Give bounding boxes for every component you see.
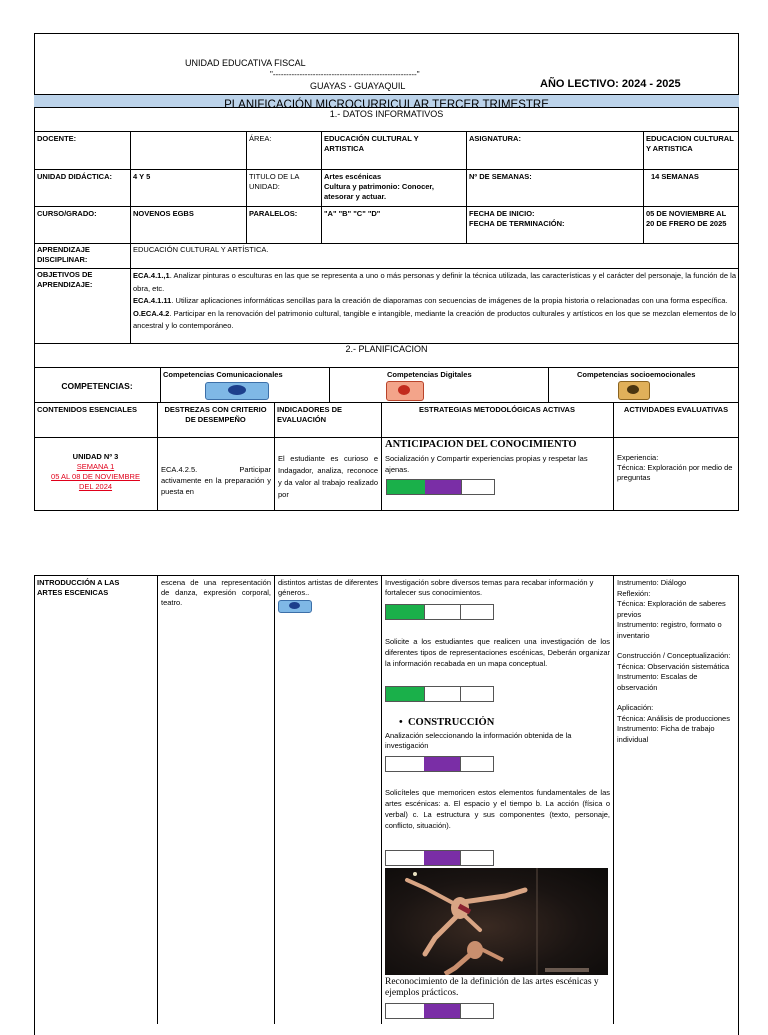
aprendizaje-label: APRENDIZAJE DISCIPLINAR:: [37, 245, 90, 264]
fechas-labels: [466, 208, 643, 230]
actividad-item: Reflexión:: [617, 588, 651, 598]
paralelos-label: PARALELOS:: [249, 209, 298, 218]
progress-bar: [385, 756, 494, 772]
rule: [34, 367, 739, 368]
school-year: AÑO LECTIVO: 2024 - 2025: [540, 78, 681, 90]
fechas-value: 05 DE NOVIEMBRE AL 20 DE FRERO DE 2025: [646, 209, 727, 228]
estrategia-reconocimiento: Reconocimiento de la definición de las artes escénicas y ejemplos prácticos.: [385, 977, 599, 998]
plan-title: PLANIFICACIÓN MICROCURRICULAR TERCER TRIMESTRE: [224, 99, 549, 111]
section-planificacion: 2.- PLANIFICACION: [345, 344, 428, 354]
plan-title-band: [34, 94, 739, 111]
curso-value: NOVENOS EGBS: [133, 209, 194, 218]
objetivo-2: [133, 295, 736, 308]
estrategia-investigacion: Investigación sobre diversos temas para recabar información y fortalecer sus conocimientos.: [385, 578, 594, 597]
paralelos-value: "A" "B" "C" "D": [324, 209, 381, 218]
school-dashline: "------------------------------------------------------": [270, 70, 420, 79]
actividad-item: Construcción / Conceptualización: Técnica: Observación sistemática: [617, 651, 731, 671]
header-estrategias: ESTRATEGIAS METODOLÓGICAS ACTIVAS: [419, 405, 575, 414]
city: GUAYAS - GUAYAQUIL: [310, 81, 406, 91]
semanas-value: 14 SEMANAS: [651, 172, 699, 181]
objetivo-2-text: . Utilizar aplicaciones informáticas sencillas para la creación de diaporamas con secuencias de imágenes de la propia historia o relacionadas con una forma específica.: [171, 296, 728, 305]
actividad-item: Instrumento: registro, formato o inventario: [617, 620, 722, 640]
actividad-item: Técnica: Análisis de producciones Instrumento: Ficha de trabajo individual: [617, 713, 730, 744]
fecha-line1: 05 AL 08 DE NOVIEMBRE: [51, 472, 140, 481]
objetivos-label: OBJETIVOS DE APRENDIZAJE:: [37, 270, 93, 289]
progress-bar: [385, 604, 494, 620]
area-value: EDUCACIÓN CULTURAL Y ARTISTICA: [324, 134, 419, 153]
objetivo-3: [133, 308, 736, 333]
construccion-label: CONSTRUCCIÓN: [407, 717, 495, 728]
comunicacional-logo-icon: [205, 382, 269, 400]
rule: [548, 367, 549, 402]
construccion-title: [396, 716, 596, 730]
semanas-label: Nº DE SEMANAS:: [469, 172, 532, 181]
progress-bar: [385, 1003, 494, 1019]
bullet-icon: •: [399, 717, 408, 728]
semana-label: SEMANA 1: [76, 462, 115, 471]
progress-bar: [386, 479, 495, 495]
actividad-item: [617, 641, 736, 651]
unidad-num: UNIDAD Nº 3: [72, 452, 119, 461]
estrategia-1: Socialización y Compartir experiencias propias y respetar las ajenas.: [385, 454, 588, 474]
rule: [34, 206, 739, 207]
comunicacional-logo-icon: [278, 600, 312, 613]
dancer-photo: [385, 868, 608, 975]
estrategia-analizacion: Analización seleccionando la información obtenida de la investigación: [385, 731, 572, 750]
objetivo-1-text: . Analizar pinturas o esculturas en las que se representa a uno o más personas y definir la técnica utilizada, las características y el carácter del personaje, la función de la obra, etc.: [133, 271, 736, 293]
objetivo-1: [133, 270, 736, 295]
header-actividades: ACTIVIDADES EVALUATIVAS: [623, 405, 729, 414]
rule: [34, 131, 739, 132]
actividad-item: Técnica: Exploración de saberes previos: [617, 599, 726, 619]
objetivos-value: [130, 269, 739, 334]
comp-socioemocionales: Competencias socioemocionales: [577, 370, 696, 379]
indicador-cont: distintos artistas de diferentes géneros..: [278, 578, 378, 597]
anticipacion-title: ANTICIPACION DEL CONOCIMIENTO: [385, 439, 577, 450]
socioemocional-logo-icon: [618, 381, 650, 400]
contenido-title: INTRODUCCIÓN A LAS ARTES ESCENICAS: [37, 578, 120, 597]
destreza-text: ECA.4.2.5. Participar activamente en la preparación y puesta en: [161, 465, 271, 496]
titulo-value-2: Cultura y patrimonio: Conocer, atesorar y actuar.: [324, 182, 435, 201]
comp-comunicacionales: Competencias Comunicacionales: [163, 370, 283, 379]
dancer-figures-icon: [385, 868, 608, 975]
header-contenidos: CONTENIDOS ESENCIALES: [37, 405, 138, 414]
comp-digitales: Competencias Digitales: [387, 370, 472, 379]
fecha-line2: DEL 2024: [78, 482, 113, 491]
curso-label: CURSO/GRADO:: [37, 209, 97, 218]
actividad-item: [617, 693, 736, 703]
objetivo-1-code: ECA.4.1.,1: [133, 271, 170, 280]
aprendizaje-value: EDUCACIÓN CULTURAL Y ARTÍSTICA.: [133, 245, 269, 254]
unidad-semana-cell: [34, 451, 157, 493]
fin-label: FECHA DE TERMINACIÓN:: [469, 219, 565, 228]
titulo-value: [321, 171, 466, 203]
indicador-text: El estudiante es curioso e Indagador, analiza, reconoce y da valor al trabajo realizado por: [278, 454, 378, 499]
titulo-value-1: Artes escénicas: [324, 172, 382, 181]
actividad-item: Instrumento: Diálogo: [617, 578, 687, 587]
asignatura-value: EDUCACION CULTURAL Y ARTISTICA: [646, 134, 734, 153]
section-datos: 1.- DATOS INFORMATIVOS: [329, 109, 444, 119]
area-label: ÁREA:: [249, 134, 272, 143]
progress-bar: [385, 686, 494, 702]
rule: [34, 402, 739, 403]
docente-label: DOCENTE:: [37, 134, 77, 143]
header-destrezas: DESTREZAS CON CRITERIO DE DESEMPEÑO: [164, 405, 267, 424]
progress-bar: [385, 850, 494, 866]
unidad-value: 4 Y 5: [133, 172, 151, 181]
actividades-list: [614, 577, 739, 746]
header-indicadores: INDICADORES DE EVALUACIÓN: [277, 405, 343, 424]
titulo-label: TITULO DE LA UNIDAD:: [249, 172, 300, 191]
actividad-1: Experiencia: Técnica: Exploración por medio de preguntas: [617, 453, 733, 482]
actividad-item: Aplicación:: [617, 703, 654, 712]
inicio-label: FECHA DE INICIO:: [469, 209, 535, 218]
digital-logo-icon: [386, 381, 424, 401]
estrategia-memoricen: Solicíteles que memoricen estos elementos fundamentales de las artes escénicas: a. El espacio y el tiempo b. La acción (física o verbal) c. La estructura y sus componentes (texto, personaje, conflicto, situación).: [385, 788, 610, 830]
objetivo-3-code: O.ECA.4.2: [133, 308, 170, 318]
rule: [157, 575, 158, 1024]
rule: [329, 367, 330, 402]
asignatura-label: ASIGNATURA:: [469, 134, 521, 143]
rule: [274, 575, 275, 1024]
objetivo-2-code: ECA.4.1.11: [133, 296, 172, 305]
unidad-label: UNIDAD DIDÁCTICA:: [37, 172, 112, 181]
estrategia-mapa: Solicite a los estudiantes que realicen una investigación de los diferentes tipos de representaciones escénicas, Deberán organizar la información recabada en un mapa conceptual.: [385, 637, 610, 668]
competencias-label: COMPETENCIAS:: [61, 381, 133, 391]
rule: [34, 169, 739, 170]
school-name: UNIDAD EDUCATIVA FISCAL: [185, 58, 306, 68]
destreza-cont: escena de una representación de danza, expresión corporal, teatro.: [161, 578, 271, 607]
actividad-item: Instrumento: Escalas de observación: [617, 672, 698, 692]
objetivo-3-text: . Participar en la renovación del patrimonio cultural, tangible e intangible, mediante la creación de productos culturales y artísticos en los que se mezclan elementos de lo ancestral y lo contemporáneo.: [133, 308, 736, 330]
